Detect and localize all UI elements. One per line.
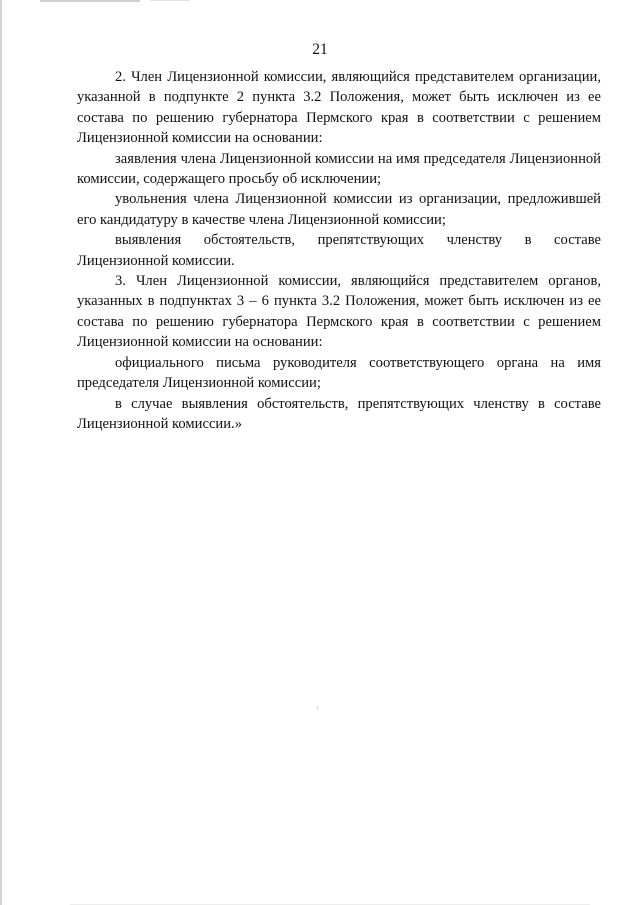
paragraph-clause-2-item-dismissal: увольнения члена Лицензионной комиссии из организации, предложившей его кандидатуру в качестве члена Лицензионной комиссии; [77, 191, 601, 228]
paragraph-clause-3-intro: 3. Член Лицензионной комиссии, являющийся представителем органов, указанных в подпунктах 3 – 6 пункта 3.2 Положения, может быть исключен из ее состава по решению губернатора Пермского края в соответствии с решением Лицензионной комиссии на основании: [77, 273, 601, 351]
paragraph-clause-2-intro: 2. Член Лицензионной комиссии, являющийся представителем организации, указанной в подпункте 2 пункта 3.2 Положения, может быть исключен из ее состава по решению губернатора Пермского края в соответствии с решением Лицензионной комиссии на основании: [77, 69, 601, 147]
paragraph-clause-2-item-application: заявления члена Лицензионной комиссии на имя председателя Лицензионной комиссии, содержащего просьбу об исключении; [77, 150, 601, 188]
scan-artifact-left-edge [0, 0, 2, 905]
document-body [77, 67, 601, 434]
paragraph-clause-3-item-circumstances: в случае выявления обстоятельств, препятствующих членству в составе Лицензионной комиссии.» [77, 395, 601, 432]
paragraph-clause-3-item-official-letter: официального письма руководителя соответствующего органа на имя председателя Лицензионной комиссии; [77, 354, 601, 392]
scan-artifact-top [40, 0, 140, 2]
paragraph-clause-2-item-circumstances: выявления обстоятельств, препятствующих членству в составе Лицензионной комиссии. [77, 232, 601, 269]
scan-artifact-top-faint [150, 0, 190, 1]
scan-speck [317, 706, 318, 709]
page-number: 21 [312, 41, 328, 58]
